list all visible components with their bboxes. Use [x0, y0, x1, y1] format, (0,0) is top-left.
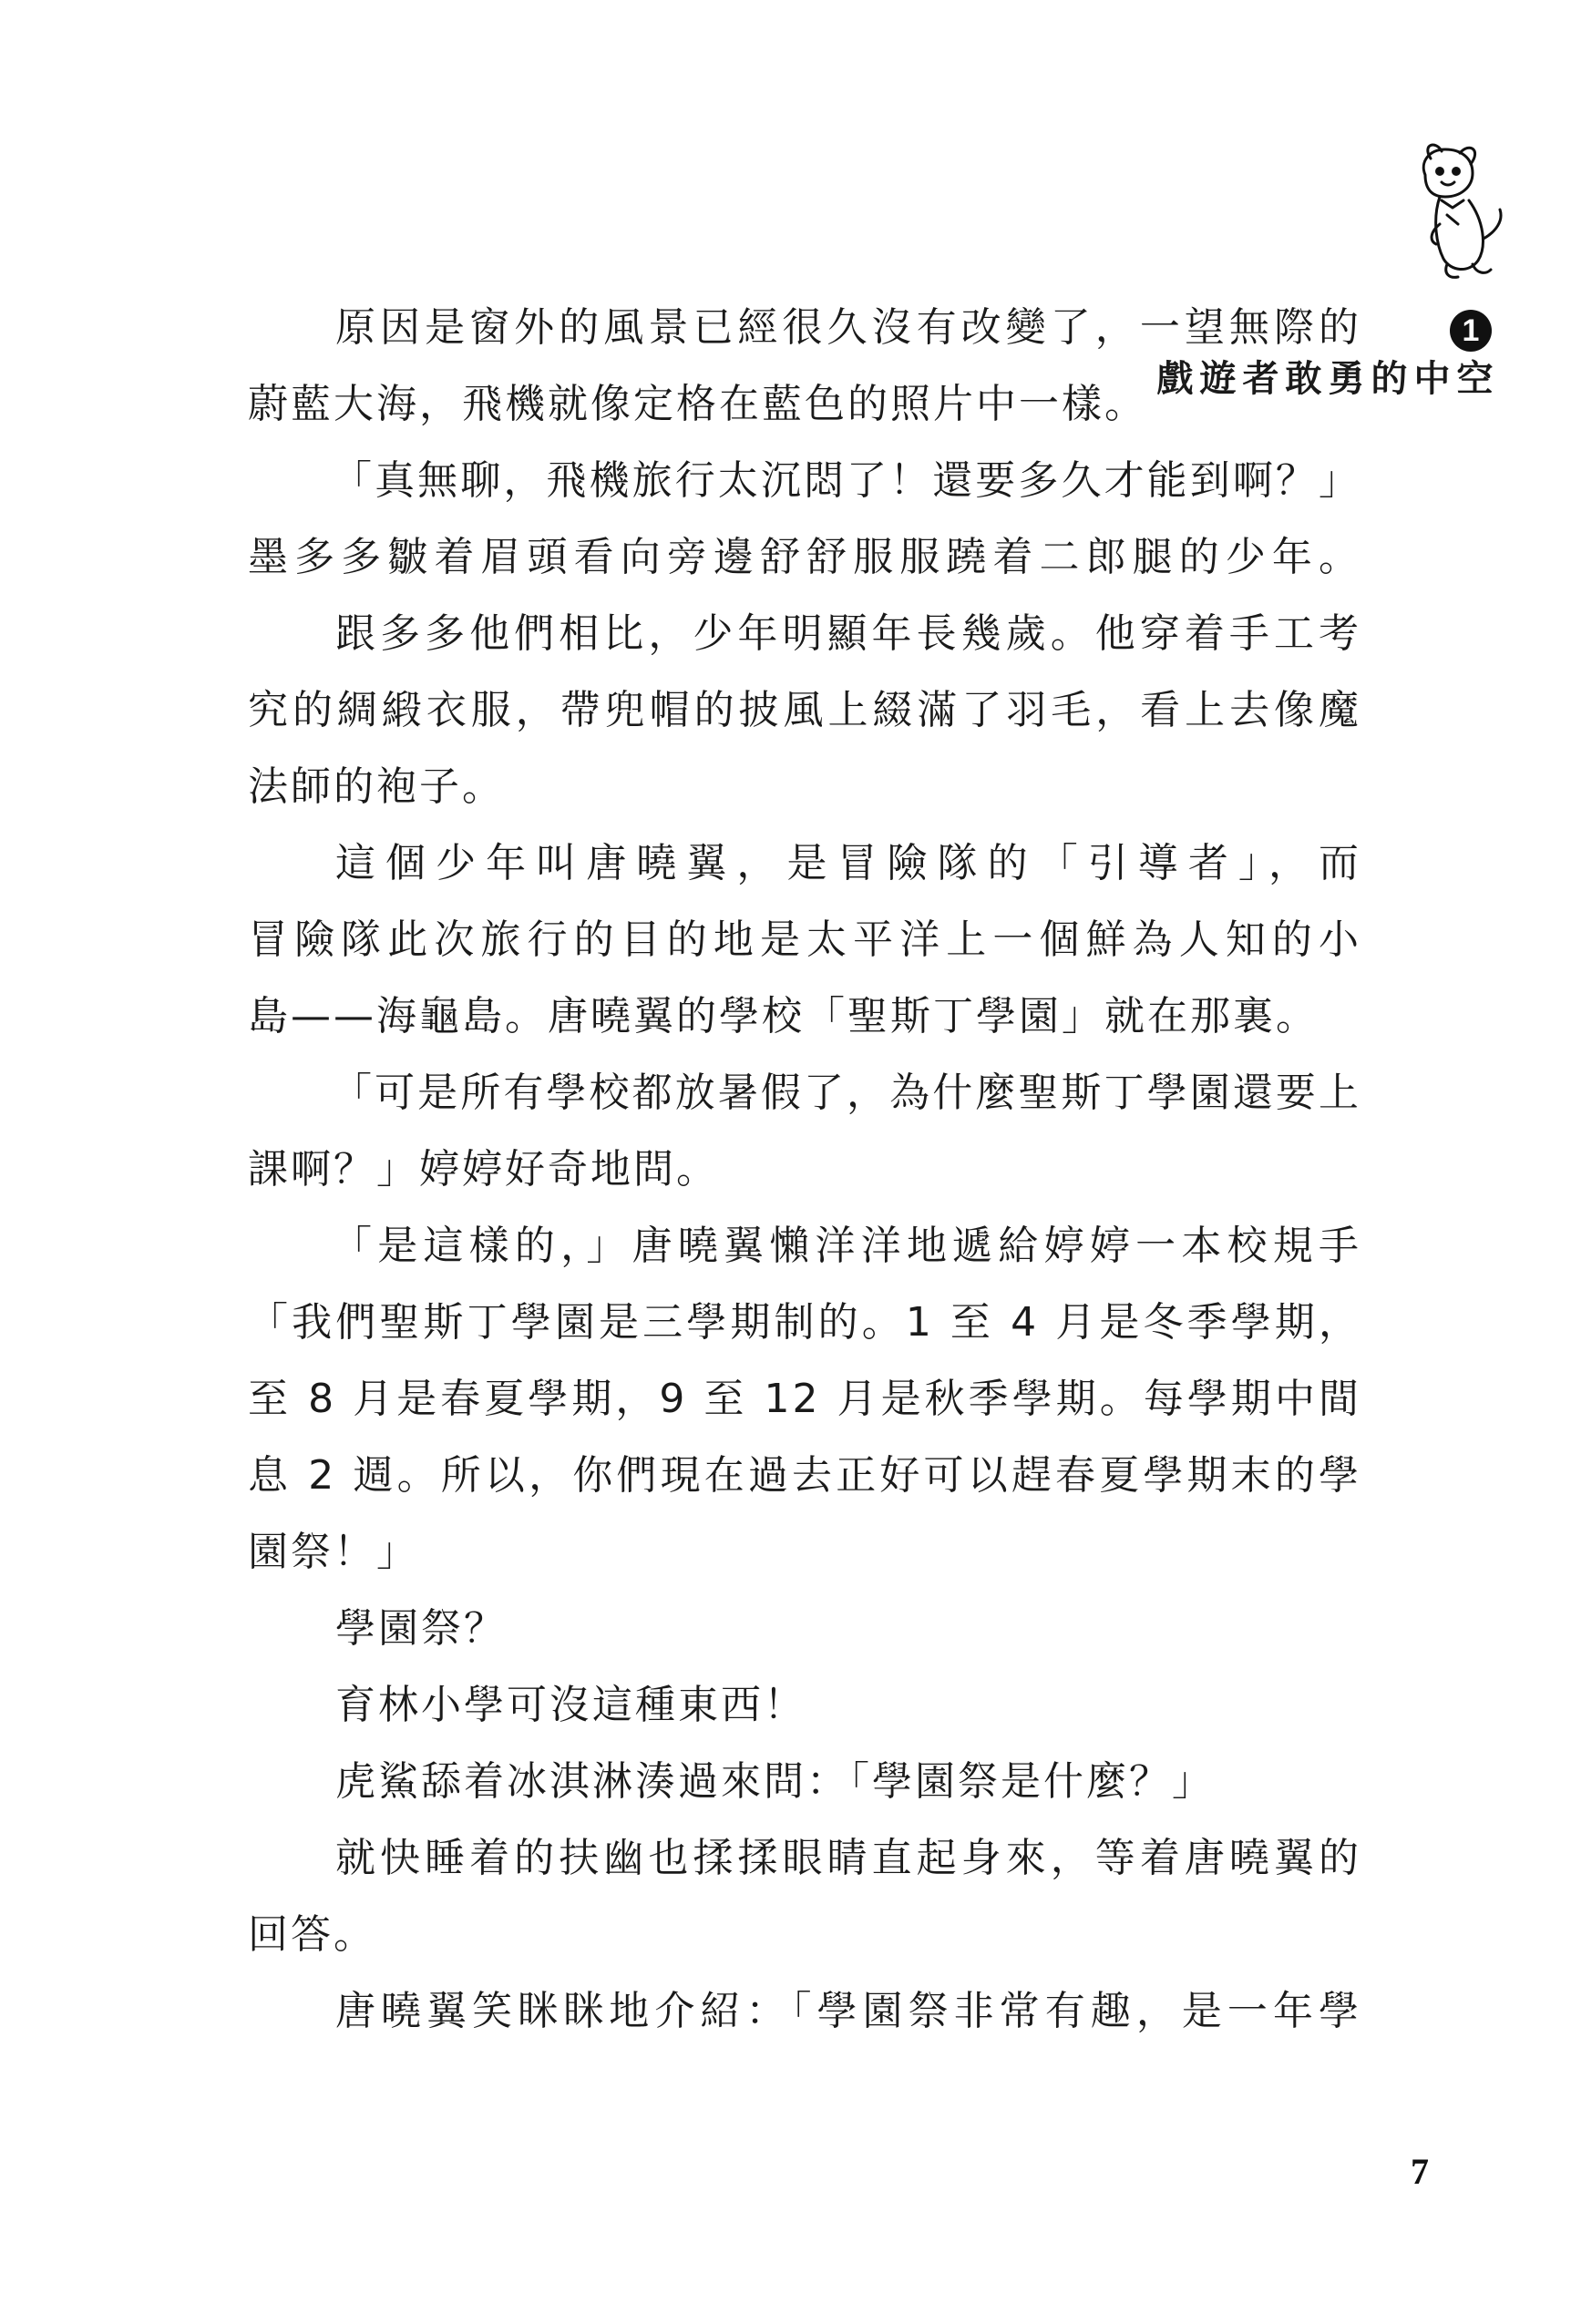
- text-line: 究的綢緞衣服，帶兜帽的披風上綴滿了羽毛，看上去像魔: [248, 687, 1361, 733]
- chapter-title: 空中的勇敢者遊戲: [1151, 359, 1493, 396]
- text-line: 墨多多皺着眉頭看向旁邊舒舒服服蹺着二郎腿的少年。: [248, 534, 1361, 580]
- text-line: 唐曉翼笑眯眯地介紹：「學園祭非常有趣，是一年學: [335, 1988, 1361, 2034]
- text-line: 「可是所有學校都放暑假了，為什麼聖斯丁學園還要上: [332, 1070, 1361, 1116]
- text-line: 至 8 月是春夏學期，9 至 12 月是秋季學期。每學期中間: [248, 1376, 1361, 1422]
- text-line: 育林小學可沒這種東西！: [335, 1682, 806, 1728]
- text-line: 這個少年叫唐曉翼，是冒險隊的「引導者」，而: [335, 840, 1361, 886]
- text-line: 虎鯊舔着冰淇淋湊過來問：「學園祭是什麼？」: [335, 1758, 1215, 1805]
- text-line: 回答。: [248, 1911, 376, 1958]
- text-line: 島——海龜島。唐曉翼的學校「聖斯丁學園」就在那裏。: [248, 993, 1319, 1039]
- text-line: 原因是窗外的風景已經很久沒有改變了，一望無際的: [335, 304, 1361, 351]
- page-number: 7: [1411, 2151, 1429, 2192]
- text-line: 就快睡着的扶幽也揉揉眼睛直起身來，等着唐曉翼的: [335, 1835, 1361, 1881]
- body-text: [248, 290, 1361, 2050]
- text-line: 園祭！」: [248, 1529, 419, 1575]
- text-line: 「是這樣的，」唐曉翼懶洋洋地遞給婷婷一本校規手: [332, 1223, 1361, 1269]
- text-line: 冒險隊此次旅行的目的地是太平洋上一個鮮為人知的小: [248, 916, 1361, 963]
- text-line: 「我們聖斯丁學園是三學期制的。1 至 4 月是冬季學期，: [248, 1299, 1361, 1346]
- text-line: 息 2 週。所以，你們現在過去正好可以趕春夏學期末的學: [248, 1452, 1361, 1499]
- text-line: 蔚藍大海，飛機就像定格在藍色的照片中一樣。: [248, 381, 1147, 427]
- text-line: 課啊？」婷婷好奇地問。: [248, 1146, 719, 1193]
- chapter-number-badge: 1: [1450, 310, 1492, 352]
- text-line: 法師的袍子。: [248, 763, 505, 810]
- text-line: 學園祭？: [335, 1605, 507, 1652]
- text-line: 「真無聊，飛機旅行太沉悶了！還要多久才能到啊？」: [332, 457, 1361, 504]
- dog-mascot-icon: [1409, 137, 1509, 282]
- text-line: 跟多多他們相比，少年明顯年長幾歲。他穿着手工考: [335, 610, 1361, 657]
